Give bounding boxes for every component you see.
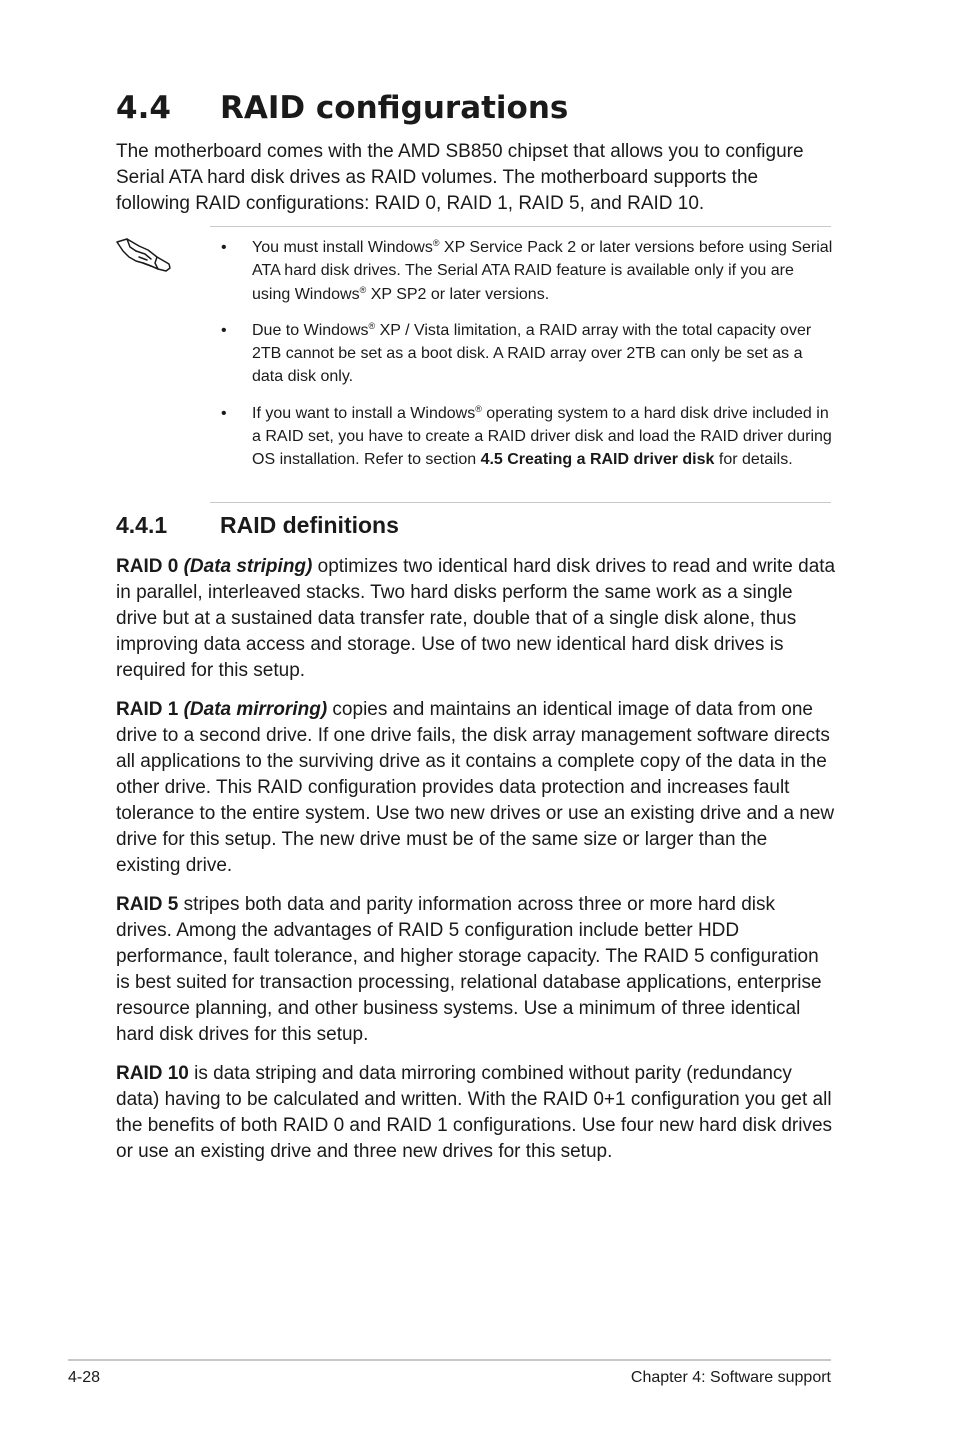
note-list <box>214 236 834 485</box>
note-item: • Due to Windows® XP / Vista limitation, a RAID array with the total capacity over 2TB cannot be set as a boot disk. A RAID array over 2TB can only be set as a data disk only. <box>221 320 812 386</box>
raid5-paragraph: RAID 5 stripes both data and parity information across three or more hard disk drives. Among the advantages of RAID 5 configuration include better HDD performance, fault tolerance, and higher storage capacity. The RAID 5 configuration is best suited for transaction processing, relational database applications, enterprise resource planning, and other business systems. Use a minimum of three identical hard disk drives for this setup. <box>116 894 822 1045</box>
bullet: • <box>221 404 227 422</box>
raid0-gloss: (Data striping) <box>183 556 313 577</box>
raid10-paragraph: RAID 10 is data striping and data mirroring combined without parity (redundancy data) having to be calculated and written. With the RAID 0+1 configuration you get all the benefits of both RAID 0 and RAID 1 configurations. Use four new hard disk drives or use an existing drive and three new drives for this setup. <box>116 1063 833 1162</box>
bullet: • <box>221 321 227 339</box>
bullet: • <box>221 239 227 256</box>
note-bottom-rule <box>210 502 831 503</box>
section-reference: 4.5 Creating a RAID driver disk <box>480 451 715 469</box>
section-number: 4.4 <box>116 90 171 126</box>
raid5-term: RAID 5 <box>116 894 179 915</box>
raid1-gloss: (Data mirroring) <box>183 699 328 720</box>
chapter-label: Chapter 4: Software support <box>630 1369 831 1386</box>
subsection-number: 4.4.1 <box>116 512 168 538</box>
raid-definitions <box>116 554 836 1178</box>
section-title <box>116 86 568 130</box>
subsection-title-text: RAID definitions <box>220 512 399 538</box>
note-item: • If you want to install a Windows® operating system to a hard disk drive included in a RAID set, you have to create a RAID driver disk and load the RAID driver during OS installation. Refer to section 4.5 Creating a RAID driver disk for details. <box>221 403 832 469</box>
intro-paragraph: The motherboard comes with the AMD SB850 chipset that allows you to configure Serial ATA hard disk drives as RAID volumes. The motherboard supports the following RAID configurations: RAID 0, RAID 1, RAID 5, and RAID 10. <box>116 141 804 214</box>
raid1-paragraph: RAID 1 (Data mirroring) copies and maintains an identical image of data from one drive to a second drive. If one drive fails, the disk array management software directs all applications to the surviving drive as it contains a complete copy of the data in the other drive. This RAID configuration provides data protection and increases fault tolerance to the entire system. Use two new drives or use an existing drive and a new drive for this setup. The new drive must be of the same size or larger than the existing drive. <box>116 699 835 876</box>
raid0-term: RAID 0 <box>116 556 179 577</box>
page-number: 4-28 <box>68 1369 101 1386</box>
section-title-text: RAID configurations <box>220 90 569 126</box>
note-item: • You must install Windows® XP Service Pack 2 or later versions before using Serial ATA hard disk drives. The Serial ATA RAID feature is available only if you are using Windows® XP SP2 or later versions. <box>221 238 833 303</box>
hand-note-icon <box>114 233 174 275</box>
footer-rule <box>68 1359 831 1361</box>
raid0-paragraph: RAID 0 (Data striping) optimizes two identical hard disk drives to read and write data in parallel, interleaved stacks. Two hard disks perform the same work as a single drive but at a sustained data transfer rate, double that of a single disk alone, thus improving data access and storage. Use of two new identical hard disk drives is required for this setup. <box>116 556 836 681</box>
raid1-term: RAID 1 <box>116 699 179 720</box>
subsection-title <box>116 509 399 541</box>
note-top-rule <box>210 226 831 227</box>
raid10-term: RAID 10 <box>116 1063 189 1084</box>
